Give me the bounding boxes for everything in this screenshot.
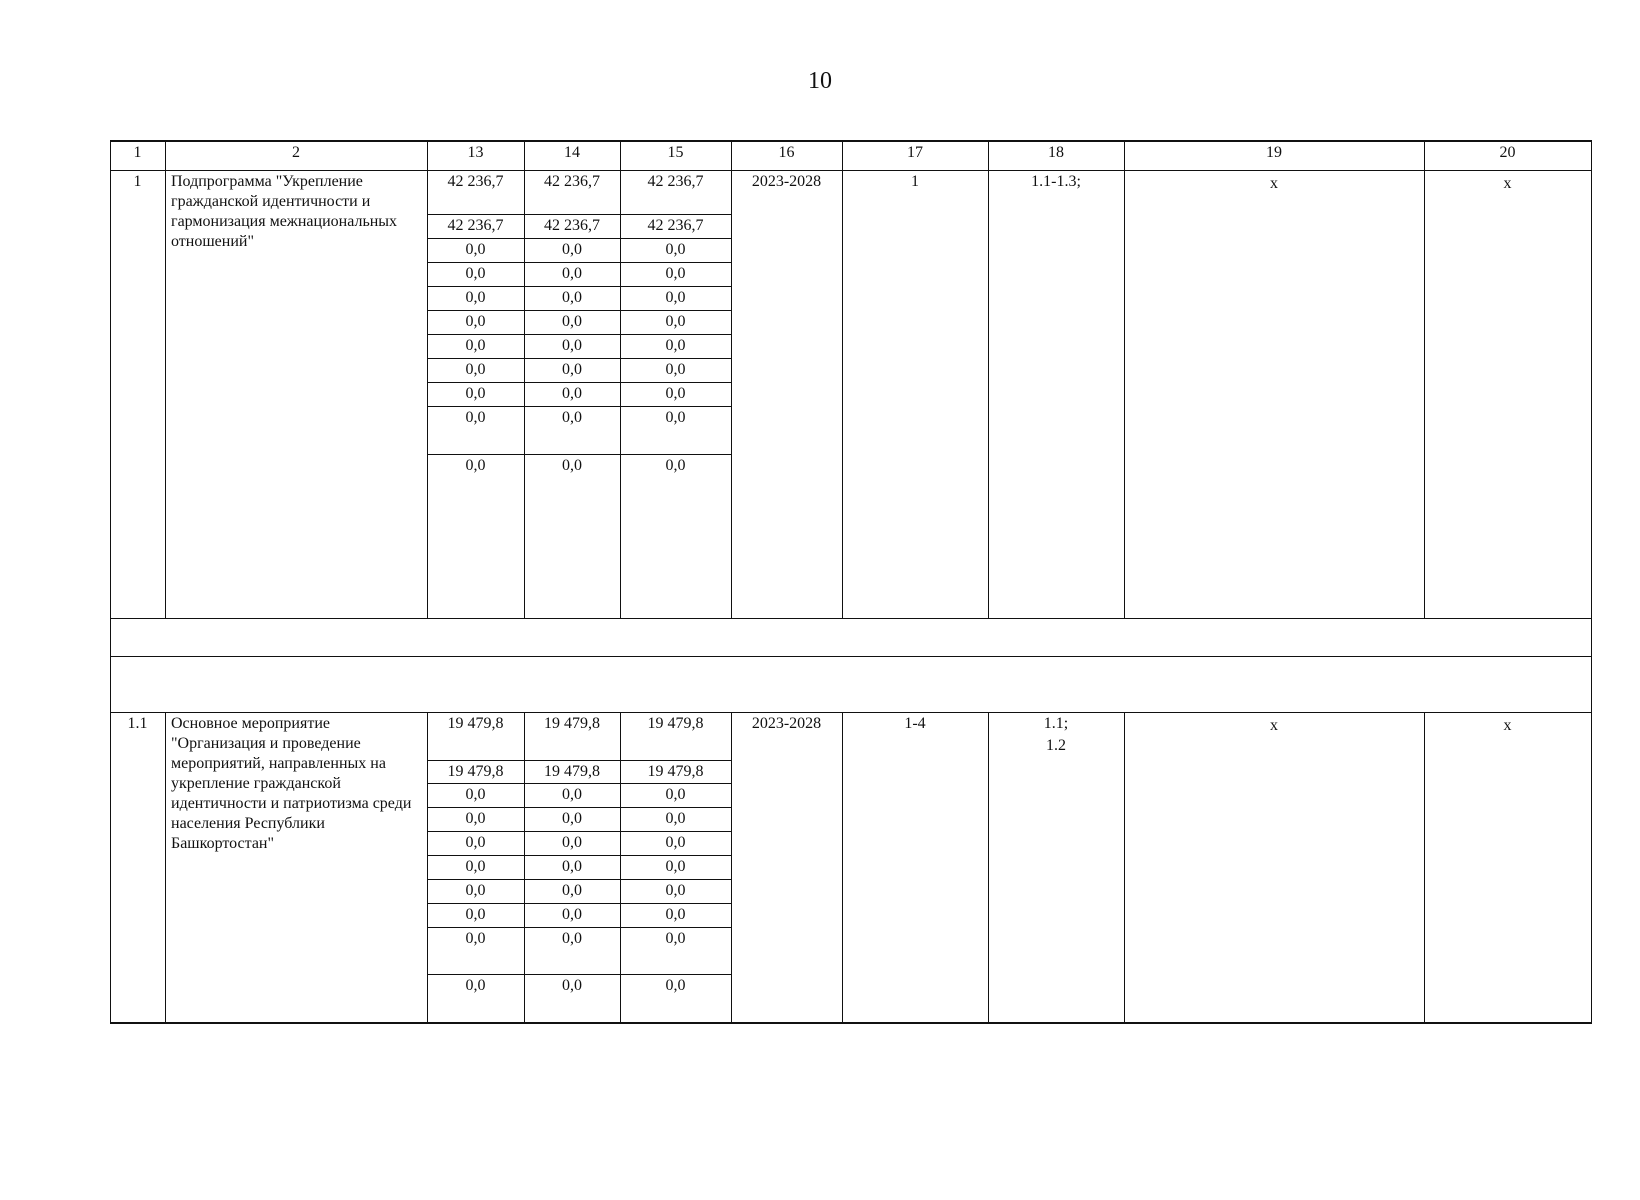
row-1-subline-8	[427, 406, 731, 407]
amount-cell: 0,0	[665, 313, 686, 330]
header-cell-16: 16	[778, 144, 795, 161]
row-1-subline-0	[427, 214, 731, 215]
amount-cell: 0,0	[562, 313, 582, 330]
amount-cell: 0,0	[465, 241, 486, 258]
header-cell-13: 13	[467, 144, 484, 161]
amount-cell: 0,0	[665, 930, 686, 947]
row-1.1-subline-2	[427, 807, 731, 808]
target-cell: 1.1;	[1043, 715, 1069, 732]
row-number: 1.1	[127, 715, 148, 732]
amount-cell: 42 236,7	[544, 173, 600, 190]
amount-cell: 0,0	[665, 786, 686, 803]
amount-cell: 0,0	[465, 385, 486, 402]
amount-cell: 0,0	[465, 858, 486, 875]
row-1.1-subline-4	[427, 855, 731, 856]
amount-cell: 42 236,7	[447, 173, 504, 190]
amount-cell: 0,0	[465, 289, 486, 306]
page-number: 10	[808, 68, 832, 94]
amount-cell: 0,0	[562, 337, 582, 354]
amount-cell: 0,0	[465, 882, 486, 899]
period-cell: 2023-2028	[751, 715, 822, 732]
amount-cell: 0,0	[665, 457, 686, 474]
amount-cell: 0,0	[665, 409, 686, 426]
amount-cell: 0,0	[562, 265, 582, 282]
indicator-cell: 1-4	[904, 715, 926, 732]
amount-cell: 0,0	[562, 241, 582, 258]
table-left-border	[110, 140, 111, 1024]
row-1-column-line-7	[1124, 170, 1125, 618]
row-1.1-subline-6	[427, 903, 731, 904]
amount-cell: 0,0	[465, 409, 486, 426]
table-top-border	[110, 140, 1591, 142]
row-1-subline-6	[427, 358, 731, 359]
header-column-line-7	[988, 140, 989, 170]
amount-cell: 0,0	[665, 289, 686, 306]
row-1-column-line-4	[731, 170, 732, 618]
amount-cell: 0,0	[665, 361, 686, 378]
row-1-column-line-6	[988, 170, 989, 618]
header-column-line-5	[731, 140, 732, 170]
amount-cell: 42 236,7	[447, 217, 504, 234]
header-column-line-8	[1124, 140, 1125, 170]
mark-cell-20: x	[1503, 175, 1512, 192]
amount-cell: 0,0	[465, 930, 486, 947]
header-column-line-2	[427, 140, 428, 170]
header-cell-18: 18	[1048, 144, 1064, 161]
amount-cell: 0,0	[465, 977, 486, 994]
mark-cell-19: x	[1270, 717, 1278, 734]
amount-cell: 0,0	[665, 265, 686, 282]
amount-cell: 0,0	[465, 906, 486, 923]
mark-cell-20: x	[1503, 717, 1512, 734]
row-name: Подпрограмма "Укрепление гражданской идентичности и гармонизация межнациональных отношений"	[171, 173, 398, 250]
amount-cell: 0,0	[562, 858, 582, 875]
row-1.1-column-line-5	[842, 712, 843, 1022]
row-separator	[110, 712, 1591, 713]
row-1-column-line-5	[842, 170, 843, 618]
amount-cell: 0,0	[665, 241, 686, 258]
header-bottom-border	[110, 170, 1591, 171]
amount-cell: 19 479,8	[647, 763, 704, 780]
row-1.1-column-line-4	[731, 712, 732, 1022]
row-1-subline-1	[427, 238, 731, 239]
header-column-line-9	[1424, 140, 1425, 170]
header-column-line-4	[620, 140, 621, 170]
amount-cell: 0,0	[665, 385, 686, 402]
row-1.1-subline-8	[427, 974, 731, 975]
amount-cell: 0,0	[562, 786, 582, 803]
header-cell-20: 20	[1499, 144, 1516, 161]
row-number: 1	[133, 173, 142, 190]
amount-cell: 0,0	[665, 858, 686, 875]
row-1-subline-3	[427, 286, 731, 287]
row-1.1-subline-5	[427, 879, 731, 880]
row-1-subline-2	[427, 262, 731, 263]
row-1.1-subline-1	[427, 783, 731, 784]
row-1.1-column-line-7	[1124, 712, 1125, 1022]
amount-cell: 42 236,7	[647, 173, 704, 190]
amount-cell: 0,0	[665, 337, 686, 354]
amount-cell: 0,0	[465, 265, 486, 282]
amount-cell: 0,0	[562, 409, 582, 426]
amount-cell: 19 479,8	[447, 715, 504, 732]
row-1.1-column-line-6	[988, 712, 989, 1022]
amount-cell: 0,0	[465, 810, 486, 827]
amount-cell: 19 479,8	[544, 763, 600, 780]
header-column-line-1	[165, 140, 166, 170]
header-cell-15: 15	[667, 144, 684, 161]
amount-cell: 19 479,8	[647, 715, 704, 732]
amount-cell: 0,0	[465, 457, 486, 474]
target-cell: 1.2	[1046, 737, 1066, 754]
amount-cell: 19 479,8	[544, 715, 600, 732]
header-column-line-6	[842, 140, 843, 170]
header-column-line-3	[524, 140, 525, 170]
row-1.1-subline-7	[427, 927, 731, 928]
amount-cell: 0,0	[465, 337, 486, 354]
amount-cell: 0,0	[562, 810, 582, 827]
period-cell: 2023-2028	[751, 173, 822, 190]
row-1.1-subline-3	[427, 831, 731, 832]
amount-cell: 0,0	[562, 289, 582, 306]
target-cell: 1.1-1.3;	[1031, 173, 1081, 190]
row-1.1-column-line-8	[1424, 712, 1425, 1022]
row-1.1-subline-0	[427, 760, 731, 761]
amount-cell: 0,0	[665, 810, 686, 827]
amount-cell: 0,0	[562, 906, 582, 923]
row-1-subline-7	[427, 382, 731, 383]
table-bottom-border	[110, 1022, 1591, 1024]
amount-cell: 0,0	[465, 361, 486, 378]
amount-cell: 0,0	[562, 385, 582, 402]
row-separator	[110, 618, 1591, 619]
row-1-subline-4	[427, 310, 731, 311]
amount-cell: 0,0	[465, 786, 486, 803]
header-cell-19: 19	[1266, 144, 1282, 161]
row-1-subline-5	[427, 334, 731, 335]
indicator-cell: 1	[911, 173, 919, 190]
amount-cell: 0,0	[562, 882, 582, 899]
amount-cell: 0,0	[465, 313, 486, 330]
amount-cell: 19 479,8	[447, 763, 504, 780]
amount-cell: 0,0	[665, 906, 686, 923]
row-name: Основное мероприятие "Организация и проведение мероприятий, направленных на укрепление гражданской идентичности и патриотизма среди населения Республики Башкортостан"	[171, 715, 412, 852]
header-cell-1: 1	[133, 144, 142, 161]
header-cell-14: 14	[564, 144, 580, 161]
amount-cell: 42 236,7	[544, 217, 600, 234]
amount-cell: 0,0	[465, 834, 486, 851]
amount-cell: 0,0	[562, 930, 582, 947]
amount-cell: 0,0	[562, 361, 582, 378]
row-1-column-line-8	[1424, 170, 1425, 618]
header-cell-17: 17	[907, 144, 923, 161]
amount-cell: 0,0	[562, 977, 582, 994]
row-separator	[110, 656, 1591, 657]
amount-cell: 42 236,7	[647, 217, 704, 234]
mark-cell-19: x	[1270, 175, 1278, 192]
amount-cell: 0,0	[665, 882, 686, 899]
amount-cell: 0,0	[665, 834, 686, 851]
amount-cell: 0,0	[665, 977, 686, 994]
amount-cell: 0,0	[562, 834, 582, 851]
row-1-subline-9	[427, 454, 731, 455]
header-cell-2: 2	[292, 144, 300, 161]
table-right-border	[1591, 140, 1592, 1024]
amount-cell: 0,0	[562, 457, 582, 474]
